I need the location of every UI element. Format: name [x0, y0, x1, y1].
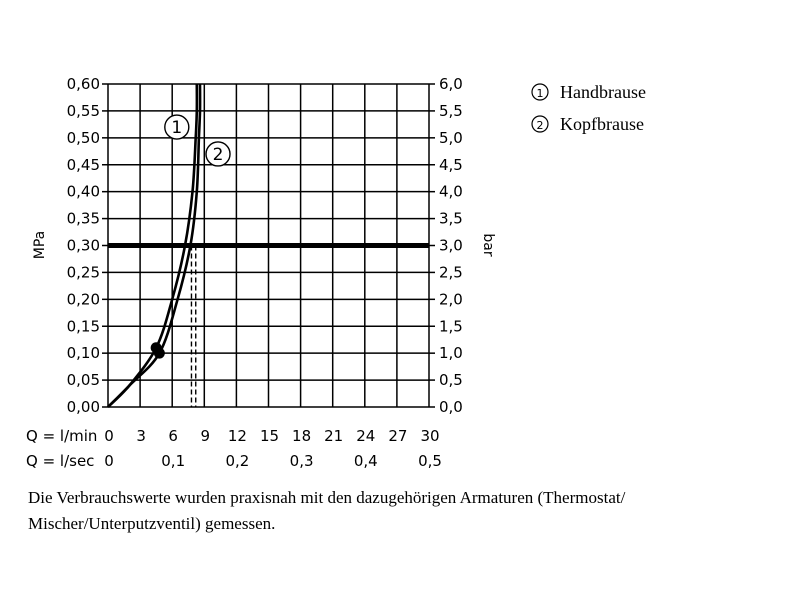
y-tick-label-right: 5,5: [439, 101, 463, 120]
x-tick-label-lmin: 0: [104, 427, 114, 445]
x-tick-label-lmin: 3: [136, 427, 146, 445]
x-tick-label-lsec: 0,1: [161, 452, 186, 470]
x-tick-label-lmin: 18: [292, 427, 312, 445]
y-axis-label-right: bar: [480, 233, 496, 257]
legend-marker-label: 2: [536, 119, 544, 132]
x-tick-label-lsec: 0,5: [418, 452, 442, 470]
y-tick-label-right: 3,0: [439, 236, 463, 255]
legend-label-kopfbrause: Kopfbrause: [560, 114, 644, 134]
legend-entry-kopfbrause: [532, 114, 644, 134]
x-tick-label-lmin: 12: [227, 427, 247, 445]
legend: [532, 82, 646, 134]
x-tick-label-lmin: 9: [200, 427, 211, 445]
y-tick-label-left: 0,45: [66, 155, 100, 174]
footnote: Die Verbrauchswerte wurden praxisnah mit den dazugehörigen Armaturen (Thermostat/ Mischer/Unterputzventil) gemessen.: [28, 488, 626, 533]
data-point-kopfbrause: [154, 348, 165, 359]
y-tick-label-left: 0,20: [66, 290, 100, 309]
y-tick-label-left: 0,50: [66, 128, 100, 147]
legend-label-handbrause: Handbrause: [560, 82, 646, 102]
y-tick-label-right: 2,5: [439, 263, 463, 282]
x-tick-label-lmin: 27: [388, 427, 408, 445]
x-tick-label-lsec: 0: [104, 452, 114, 470]
y-tick-label-right: 4,0: [439, 182, 463, 201]
x-tick-label-lmin: 30: [420, 427, 440, 445]
y-tick-label-left: 0,30: [66, 236, 100, 255]
y-tick-label-left: 0,05: [66, 371, 100, 390]
y-tick-label-left: 0,00: [66, 398, 100, 416]
y-tick-label-left: 0,60: [66, 75, 100, 93]
y-axis-label-left: MPa: [32, 230, 48, 260]
y-tick-label-right: 3,5: [439, 209, 463, 228]
y-tick-label-left: 0,35: [66, 209, 100, 228]
x-tick-label-lmin: 15: [259, 427, 280, 445]
legend-marker-label: 1: [536, 87, 544, 100]
y-tick-label-left: 0,15: [66, 317, 100, 336]
y-tick-label-left: 0,10: [66, 344, 100, 363]
x-tick-label-lsec: 0,3: [289, 452, 314, 470]
y-tick-label-left: 0,25: [66, 263, 100, 282]
y-tick-label-right: 2,0: [439, 290, 463, 309]
x-tick-label-lmin: 21: [324, 427, 344, 445]
x-tick-label-lmin: 24: [356, 427, 376, 445]
x-axis-label-lmin: Q = l/min: [26, 427, 98, 445]
x-tick-label-lsec: 0,4: [353, 452, 378, 470]
y-tick-label-right: 4,5: [439, 155, 463, 174]
legend-entry-handbrause: [532, 82, 646, 102]
x-tick-label-lmin: 6: [168, 427, 178, 445]
y-tick-label-left: 0,55: [66, 101, 100, 120]
y-tick-label-left: 0,40: [66, 182, 100, 201]
y-tick-label-right: 1,5: [439, 317, 463, 336]
curve-marker-label-handbrause: 1: [171, 118, 183, 139]
x-tick-label-lsec: 0,2: [225, 452, 250, 470]
y-tick-label-right: 0,5: [439, 371, 463, 390]
y-tick-label-right: 1,0: [439, 344, 463, 363]
y-tick-label-right: 0,0: [439, 398, 463, 416]
y-tick-label-right: 5,0: [439, 128, 463, 147]
y-tick-label-right: 6,0: [439, 75, 463, 93]
x-axis-label-lsec: Q = l/sec: [26, 452, 95, 470]
curve-marker-label-kopfbrause: 2: [212, 144, 224, 165]
